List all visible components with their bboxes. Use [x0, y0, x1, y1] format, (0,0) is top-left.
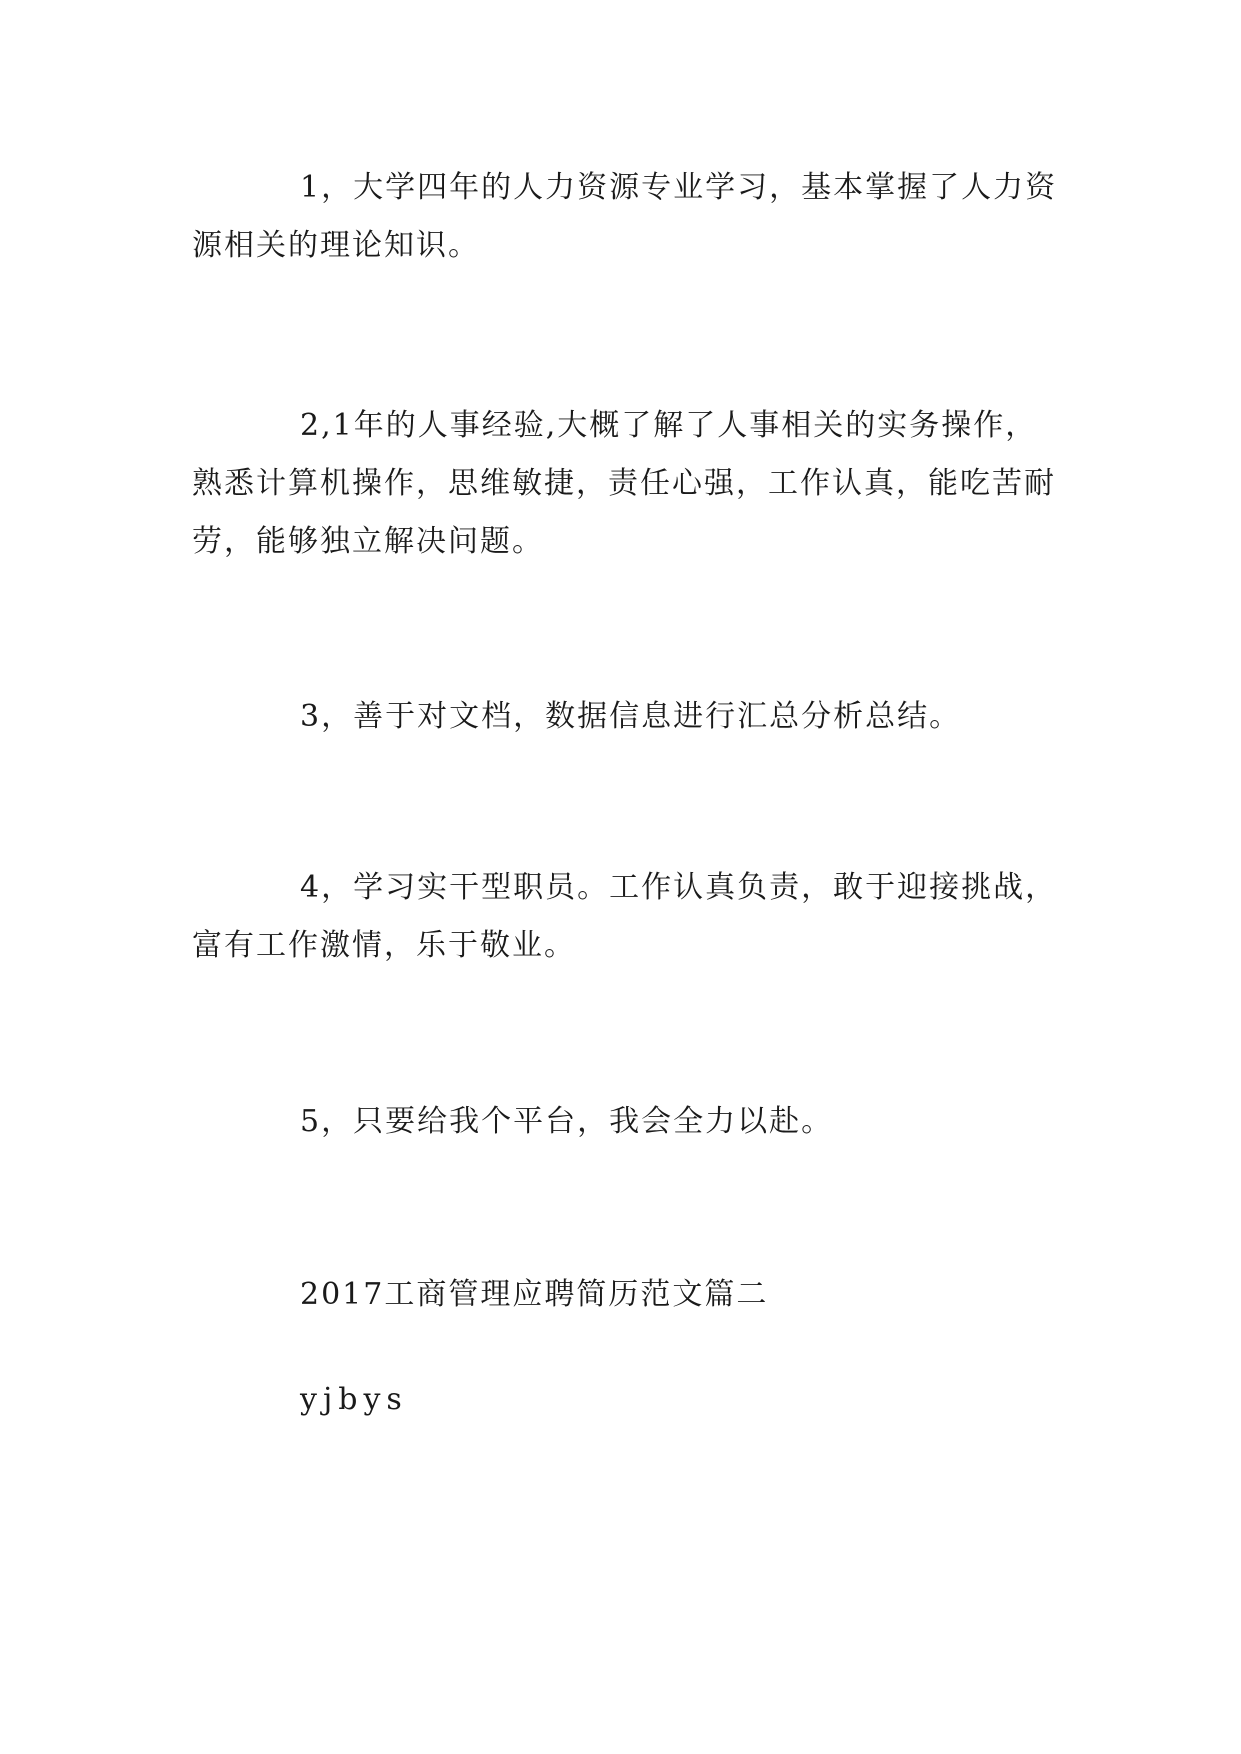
source-label: yjbys: [300, 1382, 408, 1417]
paragraph-5: 5，只要给我个平台，我会全力以赴。: [300, 1104, 834, 1139]
section-heading: 2017工商管理应聘简历范文篇二: [300, 1277, 769, 1312]
paragraph-1: 1，大学四年的人力资源专业学习，基本掌握了人力资源相关的理论知识。: [192, 170, 1058, 263]
paragraph-3: 3，善于对文档，数据信息进行汇总分析总结。: [300, 699, 962, 734]
paragraph-2: 2,1年的人事经验,大概了解了人事相关的实务操作，熟悉计算机操作，思维敏捷，责任心强，工作认真，能吃苦耐劳，能够独立解决问题。: [192, 408, 1056, 559]
paragraph-4: 4，学习实干型职员。工作认真负责，敢于迎接挑战，富有工作激情，乐于敬业。: [192, 870, 1058, 963]
